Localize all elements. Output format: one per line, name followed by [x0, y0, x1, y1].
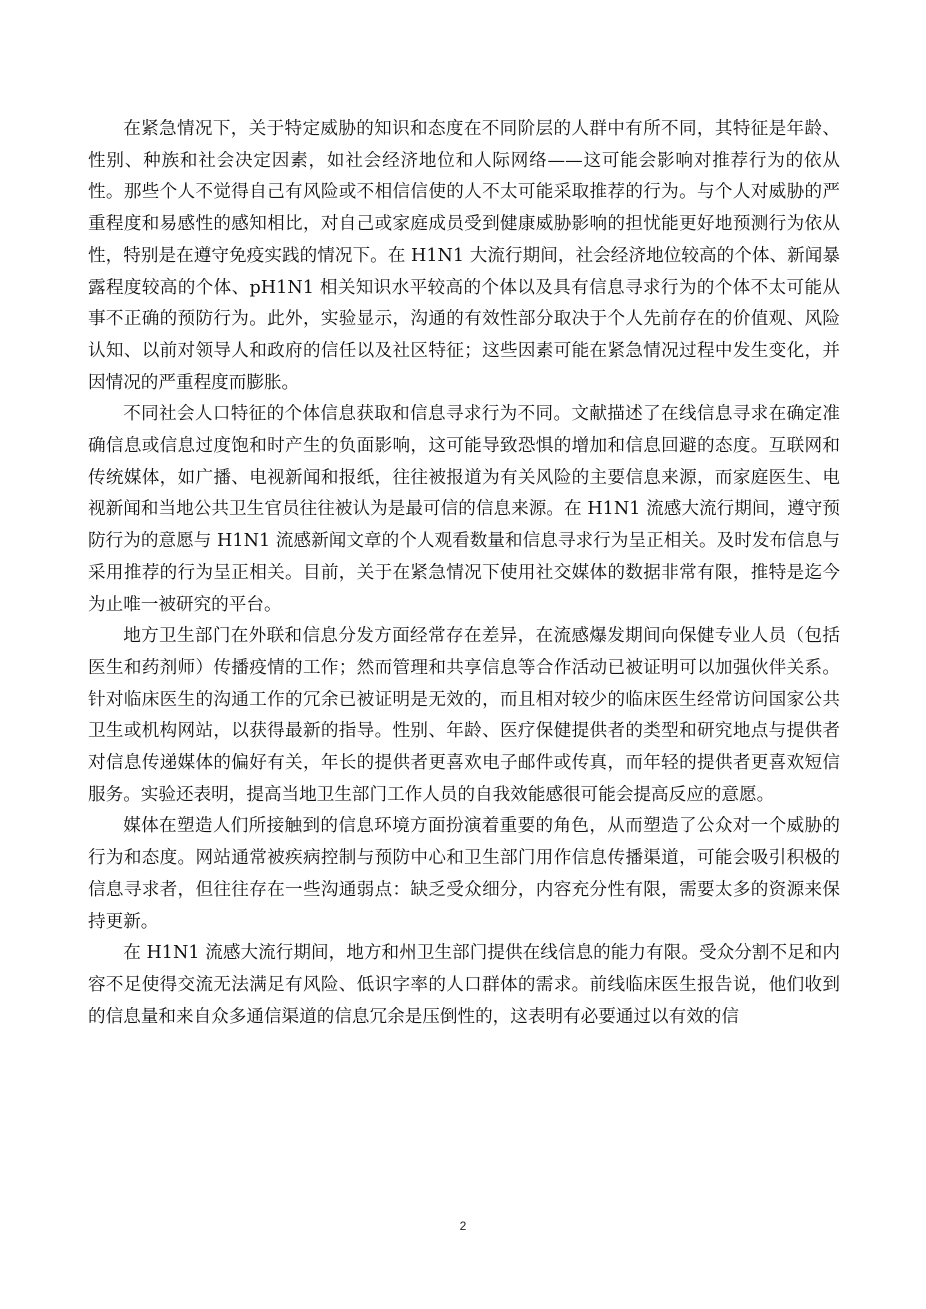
paragraph-2: 不同社会人口特征的个体信息获取和信息寻求行为不同。文献描述了在线信息寻求在确定准确信息或信息过度饱和时产生的负面影响，这可能导致恐惧的增加和信息回避的态度。互联网和传统媒体，如广播、电视新闻和报纸，往往被报道为有关风险的主要信息来源，而家庭医生、电视新闻和当地公共卫生官员往往被认为是最可信的信息来源。在 H1N1 流感大流行期间，遵守预防行为的意愿与 H1N1 流感新闻文章的个人观看数量和信息寻求行为呈正相关。及时发布信息与采用推荐的行为呈正相关。目前，关于在紧急情况下使用社交媒体的数据非常有限，推特是迄今为止唯一被研究的平台。 [88, 404, 840, 615]
paragraph-5: 在 H1N1 流感大流行期间，地方和州卫生部门提供在线信息的能力有限。受众分割不足和内容不足使得交流无法满足有风险、低识字率的人口群体的需求。前线临床医生报告说，他们收到的信息量和来自众多通信渠道的信息冗余是压倒性的，这表明有必要通过以有效的信 [88, 943, 840, 1027]
body-text [88, 114, 840, 1033]
page-number: 2 [459, 1219, 467, 1233]
paragraph-3: 地方卫生部门在外联和信息分发方面经常存在差异，在流感爆发期间向保健专业人员（包括医生和药剂师）传播疫情的工作；然而管理和共享信息等合作活动已被证明可以加强伙伴关系。针对临床医生的沟通工作的冗余已被证明是无效的，而且相对较少的临床医生经常访问国家公共卫生或机构网站，以获得最新的指导。性别、年龄、医疗保健提供者的类型和研究地点与提供者对信息传递媒体的偏好有关，年长的提供者更喜欢电子邮件或传真，而年轻的提供者更喜欢短信服务。实验还表明，提高当地卫生部门工作人员的自我效能感很可能会提高反应的意愿。 [88, 626, 840, 805]
paragraph-4: 媒体在塑造人们所接触到的信息环境方面扮演着重要的角色，从而塑造了公众对一个威胁的行为和态度。网站通常被疾病控制与预防中心和卫生部门用作信息传播渠道，可能会吸引积极的信息寻求者，但往往存在一些沟通弱点：缺乏受众细分，内容充分性有限，需要太多的资源来保持更新。 [88, 816, 840, 932]
paragraph-1: 在紧急情况下，关于特定威胁的知识和态度在不同阶层的人群中有所不同，其特征是年龄、性别、种族和社会决定因素，如社会经济地位和人际网络——这可能会影响对推荐行为的依从性。那些个人不觉得自己有风险或不相信信使的人不太可能采取推荐的行为。与个人对威胁的严重程度和易感性的感知相比，对自己或家庭成员受到健康威胁影响的担忧能更好地预测行为依从性，特别是在遵守免疫实践的情况下。在 H1N1 大流行期间，社会经济地位较高的个体、新闻暴露程度较高的个体、pH1N1 相关知识水平较高的个体以及具有信息寻求行为的个体不太可能从事不正确的预防行为。此外，实验显示，沟通的有效性部分取决于个人先前存在的价值观、风险认知、以前对领导人和政府的信任以及社区特征；这些因素可能在紧急情况过程中发生变化，并因情况的严重程度而膨胀。 [88, 119, 840, 393]
